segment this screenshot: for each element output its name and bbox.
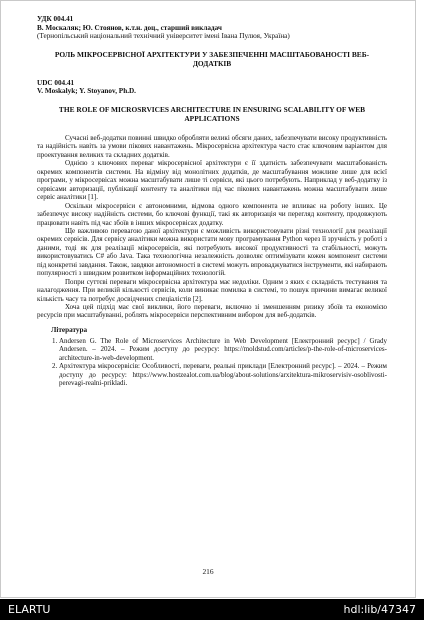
paragraph: Ще важливою перевагою даної архітектури є можливість використовувати різні технології для реалізації окремих сервісів. Для сервісу аналітики можна використати мову програмування Python через її зручність у роботі з даними, тоді як для реалізації мікросервісів, які потребують високої продуктивності та стабільності, можуть використовуватись C# або Java. Така технологічна незалежність дозволяє оптимізувати кожен компонент системи під конкретні завдання. Також, завдяки автономності в системі можуть впроваджуватися інструменти, які набирають популярності з швидким розвитком інформаційних технологій. — [37, 226, 387, 278]
udc-ua: УДК 004.41 — [37, 15, 74, 23]
paragraph: Попри суттєві переваги мікросервісна архітектура має недоліки. Одним з яких є складність тестування та налагодження. При великій кількості сервісів, коли виникає помилка в системі, то пошук причини вимагає великої кількість часу та потребує досвідчених спеціалістів [2]. — [37, 277, 387, 303]
references-list — [37, 337, 387, 388]
article-body — [37, 134, 387, 320]
udc-en: UDC 004.41 — [37, 78, 75, 87]
page-content — [37, 15, 387, 388]
title-en: THE ROLE OF MICROSRVICES ARCHITECTURE IN ENSURING SCALABILITY OF WEB APPLICATIONS — [58, 104, 366, 123]
repository-footer-bar — [0, 599, 424, 620]
page-number: 216 — [202, 567, 214, 576]
paragraph: Хоча цей підхід має свої виклики, його переваги, включно зі зменшенням ризику збоїв та економією ресурсів при масштабуванні, роблять мікросервіси перспективним вибором для веб-додатків. — [37, 303, 387, 320]
paragraph: Однією з ключових переваг мікросервісної архітектури є її здатність забезпечувати масштабованість окремих компонентів системи. На відміну від монолітних додатків, де масштабування можливе лише для всієї програми, у мікросервісах можна масштабувати лише ті сервіси, які цього потребують. Наприклад у веб-додатку із сервісами авторизації, публікації контенту та аналітики під час пікових навантажень можна масштабувати лише сервіс аналітики [1]. — [37, 159, 387, 202]
authors-en: V. Moskalyk; Y. Stoyanov, Ph.D. — [37, 87, 136, 96]
handle-identifier: hdl:lib/47347 — [343, 603, 416, 616]
reference-item: 2. Архітектура мікросервісів: Особливості, переваги, реальні приклади [Електронний ресурс]. – 2024. – Режим доступу до ресурсу: https://www.hostzealot.com.ua/blog/about-solutions/arxitektura-mikroservisiv-osoblivosti-perevagi-realni-prikladi. — [59, 362, 387, 387]
title-ua: РОЛЬ МІКРОСЕРВІСНОЇ АРХІТЕКТУРИ У ЗАБЕЗПЕЧЕННІ МАСШТАБОВАНОСТІ ВЕБ-ДОДАТКІВ — [54, 49, 370, 68]
paragraph: Оскільки мікросервіси є автономними, відмова одного компонента не впливає на роботу інших. Це забезпечує високу надійність системи, бо ключові функції, такі як авторизація чи перегляд контенту, продовжують працювати навіть під час збоїв в інших мікросервісах додатку. — [37, 201, 387, 227]
authors-ua: В. Москаляк; Ю. Стоянов, к.т.н. доц., старший викладач — [37, 23, 222, 32]
affiliation-ua: (Тернопільський національний технічний університет імені Івана Пулюя, Україна) — [37, 32, 290, 41]
references-title: Література — [51, 325, 88, 334]
repository-name: ELARTU — [8, 603, 51, 616]
paragraph: Сучасні веб-додатки повинні швидко обробляти великі обсяги даних, забезпечувати високу продуктивність та надійність навіть за умови пікових навантажень. Мікросервісна архітектура часто стає ключовим варіантом для проектування великих та складних додатків. — [37, 133, 387, 159]
reference-item: 1. Andersen G. The Role of Microservices Architecture in Web Development [Електронний ресурс] / Grady Andersen. – 2024. – Режим доступу до ресурсу: https://moldstud.com/articles/p-the-role-of-microservices-architecture-in-web-development. — [59, 337, 387, 362]
